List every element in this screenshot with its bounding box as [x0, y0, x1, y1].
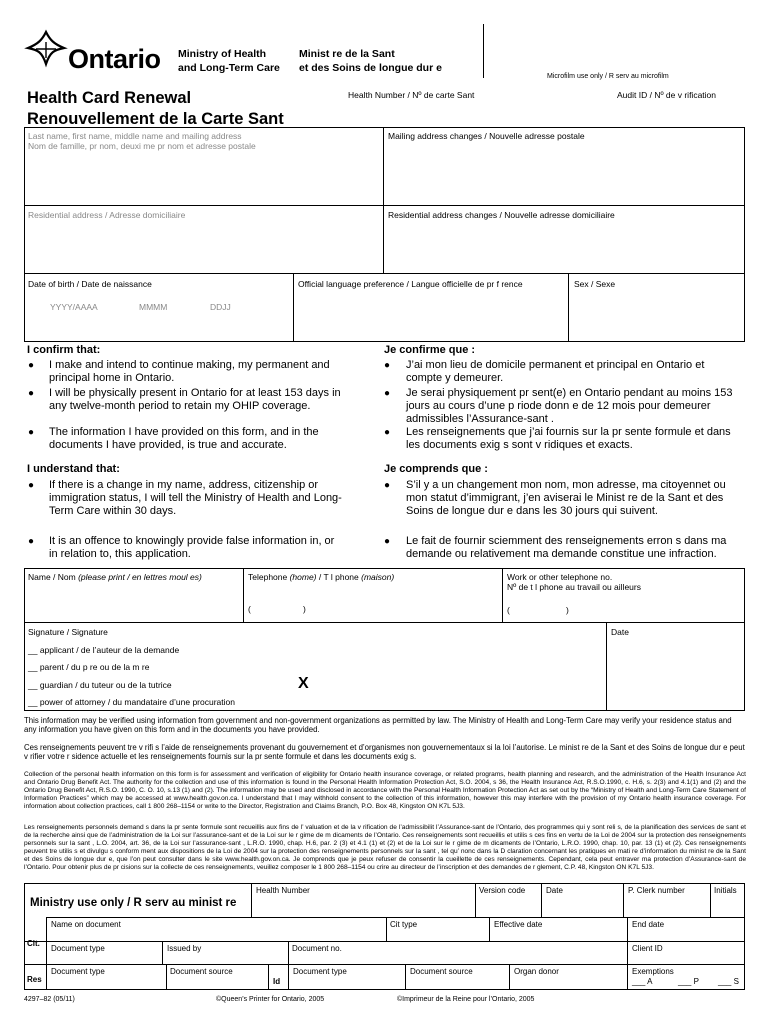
mu-cit-type[interactable]: Cit type	[390, 920, 418, 929]
contact-divider-3	[24, 622, 745, 623]
mu-v-9	[627, 917, 628, 990]
understand-fr-item-1: S’il y a un changement mon nom, mon adresse, ma citoyennet ou mon statut d’immigrant, j’en aviserai le Minist re de la Sant et des Soins de longue dur e dans les 30 jours qui suivent.	[406, 479, 726, 518]
mu-client-id[interactable]: Client ID	[632, 944, 663, 953]
mu-version-code[interactable]: Version code	[479, 886, 526, 895]
mu-v-16	[509, 964, 510, 990]
personal-divider-2	[568, 273, 569, 342]
copyright-fr: ©Imprimeur de la Reine pour l’Ontario, 2005	[397, 996, 535, 1003]
mu-exemption-s[interactable]: ___ S	[718, 977, 739, 986]
trillium-icon	[24, 28, 68, 72]
ontario-logo	[24, 28, 164, 74]
mu-v-1	[251, 883, 252, 917]
name-address-field[interactable]: Last name, first name, middle name and mailing address Nom de famille, pr nom, deuxi me pr nom et adresse postale	[28, 131, 256, 152]
form-number: 4297–82 (05/11)	[24, 996, 75, 1003]
name-print-field[interactable]: Name / Nom (please print / en lettres moul es)	[28, 572, 202, 582]
understand-en-item-1: If there is a change in my name, address, citizenship or immigration status, I will tell the Ministry of Health and Long-Term Care within 30 days.	[49, 479, 342, 518]
mu-end-date[interactable]: End date	[632, 920, 665, 929]
ontario-wordmark: Ontario	[68, 44, 161, 74]
bullet-icon: ●	[28, 360, 35, 371]
personal-divider-1	[293, 273, 294, 342]
mu-res-document-source[interactable]: Document source	[170, 967, 233, 976]
bullet-icon: ●	[384, 427, 391, 438]
work-phone-paren-open: (	[507, 605, 510, 615]
work-phone-paren-close: )	[566, 605, 569, 615]
address-section	[24, 127, 745, 342]
mu-v-14	[288, 964, 289, 990]
mu-row-line-2	[24, 941, 745, 942]
mu-v-7	[386, 917, 387, 941]
mu-v-10	[162, 941, 163, 964]
collection-notice-fr: Les renseignements personnels demand s dans la pr sente formule sont recueillis aux fins de l’ valuation et de la v rification de l’admissibilit l’Assurance-sant de l’Ontario, des programmes qui y sont reli s, de la planification des services de sant et de la recherche ainsi que de l’administration de la Loi sur l’assurance-sant et de la Loi sur le r gime de m dicaments de l’Ontario. Ces renseignements sont recueillis et utilis s ces fins en vertu de la Loi de 2004 sur la protection des renseignements personnels sur la sant , L.O. 2004, art. 36, de la Loi sur l’assurance-sant , L.R.O. 1990, chap. H.6, par. 2 (3) et 4.1 (1) et (2) et de la Loi sur le r gime de m dicaments de l’Ontario, L.R.O. 1990, chap. 10, par. 13 (1) et (2). Ces renseignements peuvent tre utilis s et divulgu s conform ment aux dispositions de la Loi de 2004 sur la protection des renseignements personnels sur la sant , tel qu’ nonc dans la D claration concernant les pratiques en mati re d’information du minist re de la Sant et des Soins de longue dur e, que l’on peut consulter dans le site www.health.gov.on.ca. Je comprends que je peux refuser de consentir la cueillette de ces renseignements. Cependant, cela peut entraver ma protection d’Assurance-sant de l’Ontario. Pour obtenir plus de pr cisions sur la collecte de ces renseignements, veuillez composer le 1 800 268–1154 ou crire au directeur de l’inscription et des demandes de r glement, C.P. 48, Kingston ON K7L 5J3.	[24, 824, 746, 872]
language-preference-field[interactable]: Official language preference / Langue officielle de pr f rence	[298, 279, 523, 289]
bullet-icon: ●	[28, 536, 35, 547]
mu-v-2	[475, 883, 476, 917]
bullet-icon: ●	[28, 480, 35, 491]
mu-res-label: Res	[27, 975, 42, 984]
mu-exemption-p[interactable]: ___ P	[678, 977, 699, 986]
bullet-icon: ●	[384, 388, 391, 399]
mu-initials[interactable]: Initials	[714, 886, 737, 895]
dob-year-field[interactable]: YYYY/AAAA	[50, 302, 98, 312]
mu-cit-label: Cit.	[27, 939, 40, 948]
understand-fr-item-2: Le fait de fournir sciemment des renseignements erron s dans ma demande ou relativement ma demande constitue une infraction.	[406, 535, 727, 561]
bullet-icon: ●	[384, 360, 391, 371]
mu-id-document-source[interactable]: Document source	[410, 967, 473, 976]
mu-v-12	[166, 964, 167, 990]
mu-v-11	[288, 941, 289, 964]
mu-row-line-3	[24, 964, 745, 965]
contact-divider-2	[502, 568, 503, 622]
signer-option-power-of-attorney[interactable]: __ power of attorney / du mandataire d’une procuration	[28, 697, 235, 707]
bullet-icon: ●	[384, 536, 391, 547]
mu-v-5	[710, 883, 711, 917]
confirm-fr-item-1: J’ai mon lieu de domicile permanent et principal en Ontario et compte y demeurer.	[406, 359, 705, 385]
understand-heading-fr: Je comprends que :	[384, 463, 488, 475]
copyright-en: ©Queen’s Printer for Ontario, 2005	[216, 996, 325, 1003]
mu-v-13	[268, 964, 269, 990]
verification-notice-fr: Ces renseignements peuvent tre v rifi s l’aide de renseignements provenant du gouvernement et d’organismes non gouvernementaux si la loi l’autorise. Le minist re de la Sant et des Soins de longue dur e peut v rifier votre r sidence actuelle et les renseignements fournis sur la pr sente formule et dans les documents exig s.	[24, 743, 745, 762]
mu-clerk-number[interactable]: P. Clerk number	[628, 886, 685, 895]
mu-res-document-type[interactable]: Document type	[51, 967, 105, 976]
mu-cit-document-type[interactable]: Document type	[51, 944, 105, 953]
mu-v-4	[623, 883, 624, 917]
verification-notice-en: This information may be verified using information from government and non-government organizations as permitted by law. The Ministry of Health and Long-Term Care may verify your residence status and any information you have given on this form and in the documents you have provided.	[24, 716, 732, 735]
dob-day-field[interactable]: DDJJ	[210, 302, 231, 312]
mu-v-6	[46, 917, 47, 990]
signature-date-field[interactable]: Date	[611, 627, 629, 637]
dob-month-field[interactable]: MMMM	[139, 302, 168, 312]
mu-name-on-document[interactable]: Name on document	[51, 920, 121, 929]
mu-exemption-a[interactable]: ___ A	[632, 977, 653, 986]
address-divider-2	[24, 205, 745, 206]
confirm-fr-item-3: Les renseignements que j’ai fournis sur la pr sente formule et dans les documents exig s sont v ridiques et exacts.	[406, 426, 731, 452]
address-divider-3	[24, 273, 745, 274]
mu-v-3	[541, 883, 542, 917]
contact-divider-4	[606, 622, 607, 711]
understand-heading-en: I understand that:	[27, 463, 120, 475]
health-number-label: Health Number / Nº de carte Sant	[348, 90, 475, 100]
bullet-icon: ●	[28, 427, 35, 438]
understand-en-item-2: It is an offence to knowingly provide false information in, or in relation to, this application.	[49, 535, 335, 561]
bullet-icon: ●	[28, 388, 35, 399]
confirm-heading-fr: Je confirme que :	[384, 344, 476, 356]
microfilm-label: Microfilm use only / R serv au microfilm	[547, 73, 669, 80]
audit-id-label: Audit ID / Nº de v rification	[617, 90, 717, 100]
contact-divider-1	[243, 568, 244, 622]
signer-option-parent[interactable]: __ parent / du p re ou de la m re	[28, 662, 150, 672]
confirm-fr-item-2: Je serai physiquement pr sent(e) en Ontario pendant au moins 153 jours au cours d’une p riode donn e de 12 mois pour demeurer admissibles l’Assurance-sant .	[406, 387, 733, 426]
confirm-en-item-3: The information I have provided on this form, and in the documents I have provided, is true and accurate.	[49, 426, 319, 452]
home-phone-paren-open: (	[248, 604, 251, 614]
mu-id-document-type[interactable]: Document type	[293, 967, 347, 976]
signer-option-applicant[interactable]: __ applicant / de l’auteur de la demande	[28, 645, 180, 655]
mu-health-number[interactable]: Health Number	[256, 886, 310, 895]
mu-row-line-1	[46, 917, 745, 918]
signer-option-guardian[interactable]: __ guardian / du tuteur ou de la tutrice	[28, 680, 172, 690]
address-divider-1	[383, 127, 384, 273]
confirm-en-item-1: I make and intend to continue making, my permanent and principal home in Ontario.	[49, 359, 330, 385]
mailing-address-changes-field[interactable]: Mailing address changes / Nouvelle adresse postale	[388, 131, 585, 141]
ministry-name-fr: Minist re de la Sant et des Soins de longue dur e	[299, 48, 442, 75]
confirm-heading-en: I confirm that:	[27, 344, 101, 356]
residential-address-changes-field[interactable]: Residential address changes / Nouvelle adresse domiciliaire	[388, 210, 615, 220]
sex-field[interactable]: Sex / Sexe	[574, 279, 616, 289]
mu-exemptions: Exemptions	[632, 967, 674, 976]
microfilm-divider	[483, 24, 484, 78]
mu-issued-by[interactable]: Issued by	[167, 944, 202, 953]
mu-v-15	[405, 964, 406, 990]
home-phone-paren-close: )	[303, 604, 306, 614]
signature-field[interactable]: Signature / Signature	[28, 627, 108, 637]
ministry-use-title: Ministry use only / R serv au minist re	[30, 897, 237, 909]
mu-organ-donor[interactable]: Organ donor	[514, 967, 559, 976]
residential-address-field[interactable]: Residential address / Adresse domiciliaire	[28, 210, 186, 220]
date-of-birth-label: Date of birth / Date de naissance	[28, 279, 152, 289]
mu-id-label: Id	[273, 977, 281, 986]
mu-document-no[interactable]: Document no.	[292, 944, 342, 953]
mu-v-8	[489, 917, 490, 941]
mu-date[interactable]: Date	[546, 886, 563, 895]
bullet-icon: ●	[384, 480, 391, 491]
confirm-en-item-2: I will be physically present in Ontario for at least 153 days in any twelve-month period to retain my OHIP coverage.	[49, 387, 341, 413]
mu-effective-date[interactable]: Effective date	[494, 920, 543, 929]
home-telephone-field[interactable]: Telephone (home) / T l phone (maison)	[248, 572, 395, 582]
signature-x-mark: X	[298, 675, 309, 692]
form-title: Health Card Renewal Renouvellement de la Carte Sant	[27, 89, 284, 128]
work-telephone-field[interactable]: Work or other telephone no. Nº de t l phone au travail ou ailleurs	[507, 572, 641, 593]
collection-notice-en: Collection of the personal health information on this form is for assessment and verification of eligibility for Ontario health insurance coverage, or related programs, health planning and research, and the administration of the Health Insurance Act and Ontario Drug Benefit Act. The authority for the collection and use of this information is found in the Personal Health Information Protection Act, S.O. 2004, s 36, the Health Insurance Act, R.S.O.1990, c. H.6, s. 2(3) and 4.1(1) and (2) and the Ontario Drug Benefit Act, R.S.O. 1990, C. O. 10, s.13 (1) and (2). The information may be used and disclosed in accordance with the Personal Health Information Protection Act as set out by the “Ministry of Health and Long-Term Care Statement of Information Practices” which may be accessed at www.health.gov.on.ca. I understand that I may withhold consent to the collection of this information, however this may interfere with the provision of my Ontario health insurance coverage. For information about collection practices, call 1 800 268–1154 or write to the Director, Registration and Claims Branch, P.O. Box 48, Kingston ON K7L 5J3.	[24, 771, 746, 811]
ministry-name-en: Ministry of Health and Long-Term Care	[178, 48, 280, 75]
